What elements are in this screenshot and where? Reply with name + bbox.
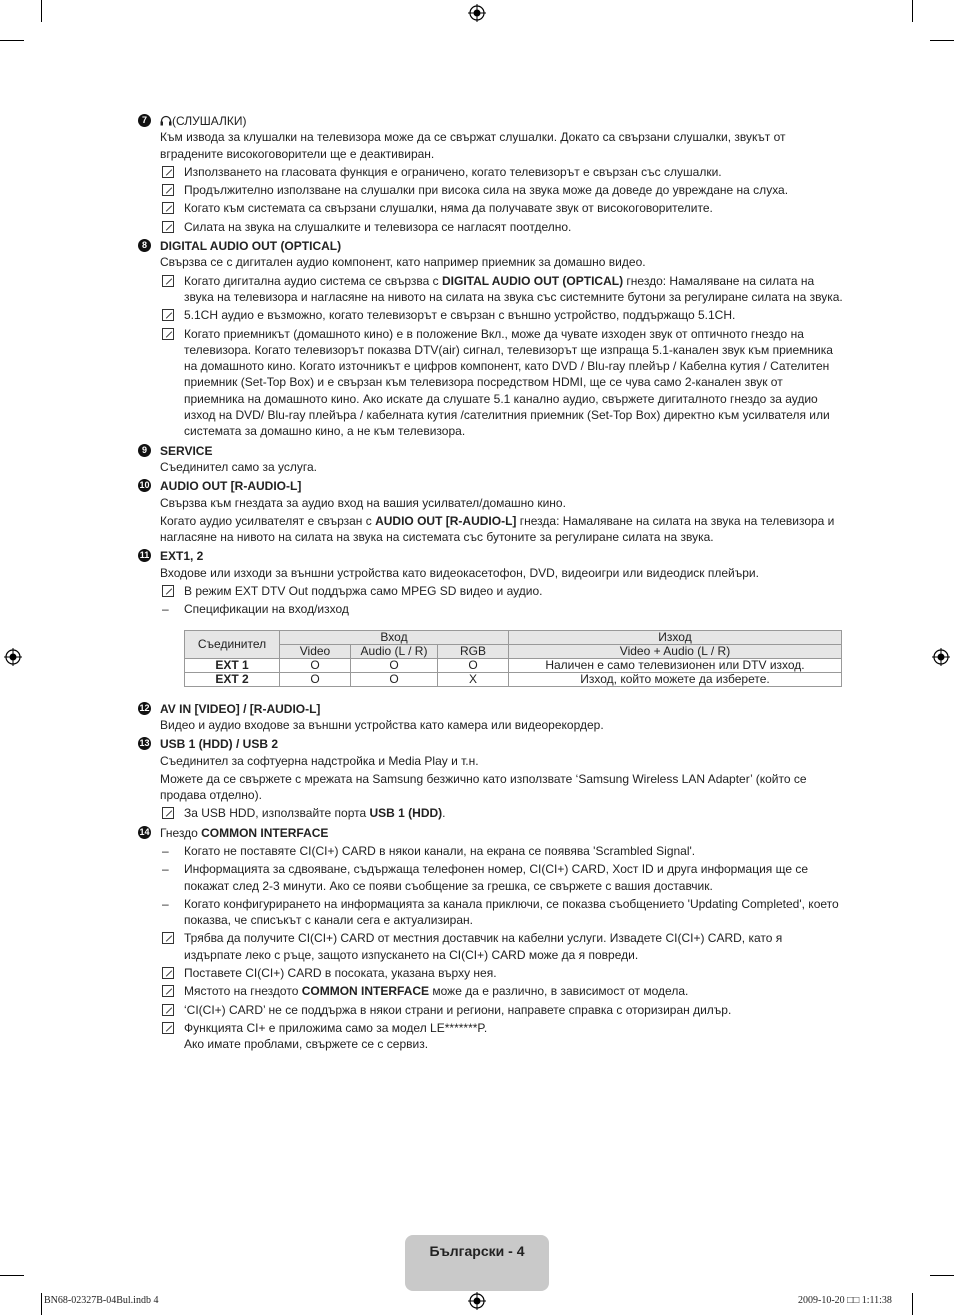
crop-mark xyxy=(912,1293,913,1315)
headphones-icon xyxy=(160,115,172,126)
table-header: Изход xyxy=(509,630,842,644)
paragraph: Видео и аудио входове за външни устройства като камера или видеорекордер. xyxy=(160,717,604,732)
paragraph: Входове или изходи за външни устройства като видеокасетофон, DVD, видеоигри или видеодиск плейъри. xyxy=(160,565,759,580)
dash-item: – Информацията за сдвояване, съдържаща телефонен номер, CI(CI+) CARD, Хост ID и друга информация ще се покажат след 2-3 минути. Ако се появи съобщение за грешка, се свържете с вашия доставчик. xyxy=(162,862,809,893)
section-title: USB 1 (HDD) / USB 2 xyxy=(160,737,279,752)
item-number: 8 xyxy=(138,239,151,252)
dash-item: – Когато конфигурирането на информацията за канала приключи, се показва съобщението 'Updating Completed', което показва, че списъкът с канали сега е актуализиран. xyxy=(162,896,839,928)
note: ‘CI(CI+) CARD’ не се поддържа в някои страни и региони, направете справка с оторизиран дилър. xyxy=(160,1002,843,1018)
table-header: Audio (L / R) xyxy=(351,644,438,658)
note: За USB HDD, използвайте порта USB 1 (HDD). xyxy=(160,805,843,821)
crop-mark xyxy=(930,1275,954,1276)
paragraph: Свързва се с дигитален аудио компонент, като например приемник за домашно видео. xyxy=(160,255,646,270)
note: Когато приемникът (домашното кино) е в положение Вкл., може да чувате изходен звук от оптичното гнездо на телевизора. Когато телевизорът показва DTV(air) сигнал, телевизорът ще изпраща 5.1-канален звук към приемника на домашното кино. Когато източникът е цифров компонент, като DVD / Blu-ray плейър / Кабелна кутия / Сателитен приемник (Set-Top Box) и е свързан към телевизора посредством HDMI, ще се чува само 2-канален звук от приемника на домашното кино. Ако искате да слушате 5.1 канално аудио, свържете дигиталното гнездо за аудио изход на DVD/ Blu-ray плейъра / кабелната кутия /сателитния приемник (Set-Top Box) директно към усилвателя или системата за домашно кино, а не към телевизора. xyxy=(160,326,843,440)
document-body xyxy=(138,110,843,1053)
section-usb xyxy=(138,736,843,752)
note-icon xyxy=(162,932,174,944)
note-icon xyxy=(162,1004,174,1016)
note: Поставете CI(CI+) CARD в посоката, указана върху нея. xyxy=(160,965,843,981)
page-number-tab: Български - 4 xyxy=(405,1235,549,1291)
section-title: AV IN [VIDEO] / [R-AUDIO-L] xyxy=(160,701,321,716)
footer-date: 2009-10-20 □□ 1:11:38 xyxy=(798,1295,892,1306)
table-row: EXT 1 O O O Наличен е само телевизионен или DTV изход. xyxy=(185,658,842,672)
crop-mark xyxy=(41,0,42,22)
crop-mark xyxy=(0,1275,24,1276)
note: Мястото на гнездото COMMON INTERFACE може да е различно, в зависимост от модела. xyxy=(160,983,843,999)
table-header: Video + Audio (L / R) xyxy=(509,644,842,658)
note: В режим EXT DTV Out поддържа само MPEG SD видео и аудио. xyxy=(160,583,843,599)
crop-mark xyxy=(912,0,913,22)
spec-table xyxy=(184,630,842,687)
note-icon xyxy=(162,585,174,597)
note: Когато дигитална аудио система се свързва с DIGITAL AUDIO OUT (OPTICAL) гнездо: Намаляване на силата на звука на телевизора и нагласяне на нивото на силата на звука със системните бутони за регулиране силата на звука. xyxy=(160,273,843,306)
item-number: 10 xyxy=(139,480,150,491)
dash-item: – Когато не поставяте CI(CI+) CARD в някои канали, на екрана се появява 'Scrambled Signal'. xyxy=(162,843,696,858)
section-digital-audio-out xyxy=(138,238,843,254)
paragraph: Свързва към гнездата за аудио вход на вашия усилвател/домашно кино. xyxy=(160,495,566,510)
note-icon xyxy=(162,967,174,979)
table-header: Съединител xyxy=(185,630,280,658)
item-number: 7 xyxy=(138,114,151,127)
item-number: 9 xyxy=(138,444,151,457)
registration-mark-icon xyxy=(4,648,22,666)
note: Когато към системата са свързани слушалки, няма да получавате звук от високоговорителите. xyxy=(160,200,843,216)
crop-mark xyxy=(0,40,24,41)
note: Функцията CI+ е приложима само за модел LE*******P. Ако имате проблами, свържете се с сервиз. xyxy=(160,1020,843,1053)
item-number: 14 xyxy=(139,826,150,837)
note-icon xyxy=(162,1022,174,1034)
note-icon xyxy=(162,985,174,997)
section-headphones xyxy=(138,113,843,129)
note-icon xyxy=(162,184,174,196)
note-icon xyxy=(162,328,174,340)
note-icon xyxy=(162,807,174,819)
table-header: Вход xyxy=(280,630,509,644)
crop-mark xyxy=(930,40,954,41)
footer-file: BN68-02327B-04Bul.indb 4 xyxy=(44,1295,159,1306)
paragraph: Когато аудио усилвателят е свързан с AUDIO OUT [R-AUDIO-L] гнезда: Намаляване на силата на звука на телевизора и нагласяне на нивото на силата на звука на системата със бутоните за регулиране силата на звука. xyxy=(160,513,835,545)
crop-mark xyxy=(41,1293,42,1315)
section-service xyxy=(138,443,843,459)
note-icon xyxy=(162,166,174,178)
registration-mark-icon xyxy=(468,4,486,22)
item-number: 11 xyxy=(139,550,150,561)
table-row: EXT 2 O O X Изход, който можете да изберете. xyxy=(185,672,842,686)
paragraph: Съединител само за услуга. xyxy=(160,459,318,474)
section-title: SERVICE xyxy=(160,443,213,458)
table-header: RGB xyxy=(438,644,509,658)
note-icon xyxy=(162,309,174,321)
note-icon xyxy=(162,221,174,233)
item-number: 13 xyxy=(139,738,150,749)
note: 5.1CH аудио е възможно, когато телевизорът е свързан с външно устройство, поддържащо 5.1CH. xyxy=(160,307,843,323)
note: Продължително използване на слушалки при висока сила на звука може да доведе до увреждане на слуха. xyxy=(160,182,843,198)
note: Силата на звука на слушалките и телевизора се нагласят поотделно. xyxy=(160,219,843,235)
section-title: EXT1, 2 xyxy=(160,549,204,564)
table-header: Video xyxy=(280,644,351,658)
registration-mark-icon xyxy=(932,648,950,666)
note-icon xyxy=(162,275,174,287)
section-av-in xyxy=(138,701,843,717)
section-title: DIGITAL AUDIO OUT (OPTICAL) xyxy=(160,239,342,254)
note: Използването на гласовата функция е ограничено, когато телевизорът е свързан със слушалки. xyxy=(160,164,843,180)
section-title: AUDIO OUT [R-AUDIO-L] xyxy=(160,479,302,494)
registration-mark-icon xyxy=(468,1292,486,1310)
dash-item: – Спецификации на вход/изход xyxy=(162,602,349,617)
section-audio-out xyxy=(138,478,843,494)
note-icon xyxy=(162,202,174,214)
section-common-interface: 14 Гнездо COMMON INTERFACE xyxy=(139,825,329,840)
paragraph: Съединител за софтуерна надстройка и Media Play и т.н. xyxy=(160,753,479,768)
section-title: (СЛУШАЛКИ) xyxy=(172,114,247,128)
section-ext xyxy=(138,548,843,564)
item-number: 12 xyxy=(139,702,150,713)
paragraph: Можете да се свържете с мрежата на Samsung безжично като използвате ‘Samsung Wireless LAN Adapter’ (който се продава отделно). xyxy=(160,771,807,803)
note: Трябва да получите CI(CI+) CARD от местния доставчик на кабелни услуги. Извадете CI(CI+) CARD, като я издърпате леко с ръце, защото изпускането на CI(CI+) CARD може да я повреди. xyxy=(160,930,843,963)
paragraph: Към извода за клушалки на телевизора може да се свържат слушалки. Докато са свързани слушалки, звукът от вградените високоговорители ще е деактивиран. xyxy=(160,130,786,161)
